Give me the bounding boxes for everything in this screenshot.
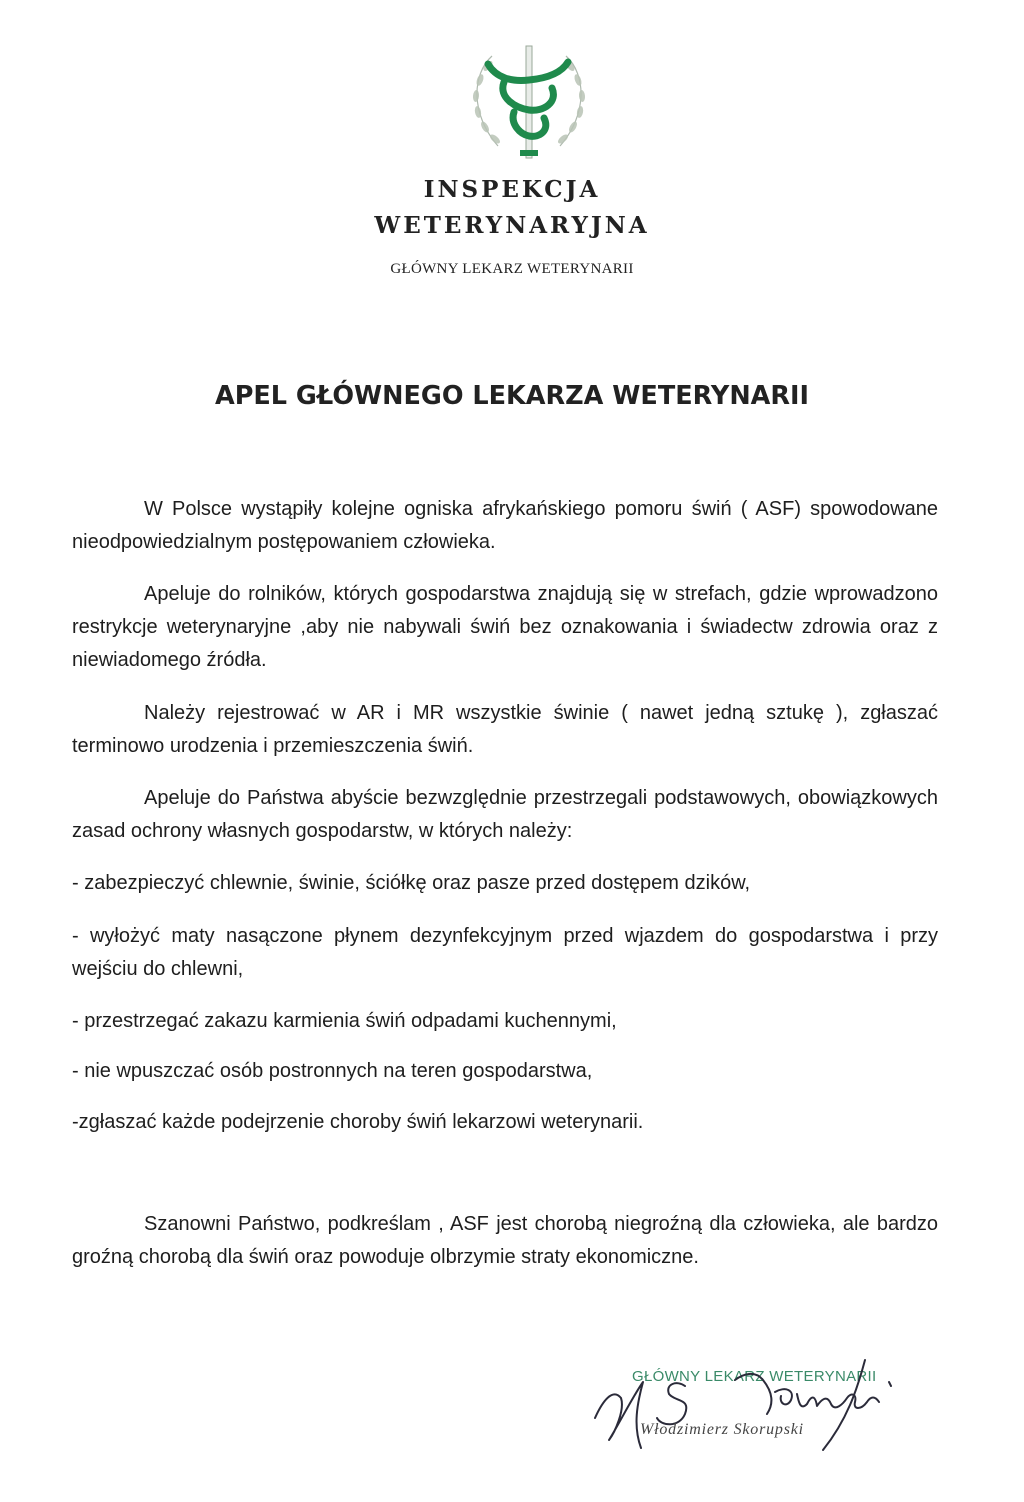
org-title-line2: WETERYNARYJNA — [374, 212, 650, 239]
org-title-line1: INSPEKCJA — [423, 176, 601, 203]
list-item: - nie wpuszczać osób postronnych na teren gospodarstwa, — [72, 1060, 593, 1082]
stamp-name: Włodzimierz Skorupski — [640, 1421, 804, 1438]
caduceus-laurel-icon — [458, 38, 600, 166]
paragraph-registration: Należy rejestrować w AR i MR wszystkie świnie ( nawet jedną sztukę ), zgłaszać terminowo urodzenia i przemieszczenia świń. — [72, 702, 938, 757]
handwritten-signature — [585, 1340, 915, 1460]
org-subtitle: GŁÓWNY LEKARZ WETERYNARII — [390, 261, 634, 277]
paragraph-protection-rules: Apeluje do Państwa abyście bezwzględnie przestrzegali podstawowych, obowiązkowych zasad ochrony własnych gospodarstw, w których należy: — [72, 787, 938, 842]
paragraph-appeal-farmers: Apeluje do rolników, których gospodarstwa znajdują się w strefach, gdzie wprowadzono restrykcje weterynaryjne ,aby nie nabywali świń bez oznakowania i świadectw zdrowia oraz z niewiadomego źródła. — [72, 583, 938, 671]
list-item: - przestrzegać zakazu karmienia świń odpadami kuchennymi, — [72, 1010, 617, 1032]
list-item: - wyłożyć maty nasączone płynem dezynfekcyjnym przed wjazdem do gospodarstwa i przy wejściu do chlewni, — [72, 925, 938, 980]
document-title: APEL GŁÓWNEGO LEKARZA WETERYNARII — [214, 381, 810, 411]
paragraph-closing: Szanowni Państwo, podkreślam , ASF jest chorobą niegroźną dla człowieka, ale bardzo groźną chorobą dla świń oraz powoduje olbrzymie straty ekonomiczne. — [72, 1213, 938, 1268]
stamp-title: GŁÓWNY LEKARZ WETERYNARII — [632, 1368, 877, 1385]
list-item: -zgłaszać każde podejrzenie choroby świń lekarzowi weterynarii. — [72, 1111, 644, 1133]
paragraph-asf-outbreaks: W Polsce wystąpiły kolejne ogniska afrykańskiego pomoru świń ( ASF) spowodowane nieodpowiedzialnym postępowaniem człowieka. — [72, 498, 938, 553]
list-item: - zabezpieczyć chlewnie, świnie, ściółkę oraz pasze przed dostępem dzików, — [72, 872, 751, 894]
